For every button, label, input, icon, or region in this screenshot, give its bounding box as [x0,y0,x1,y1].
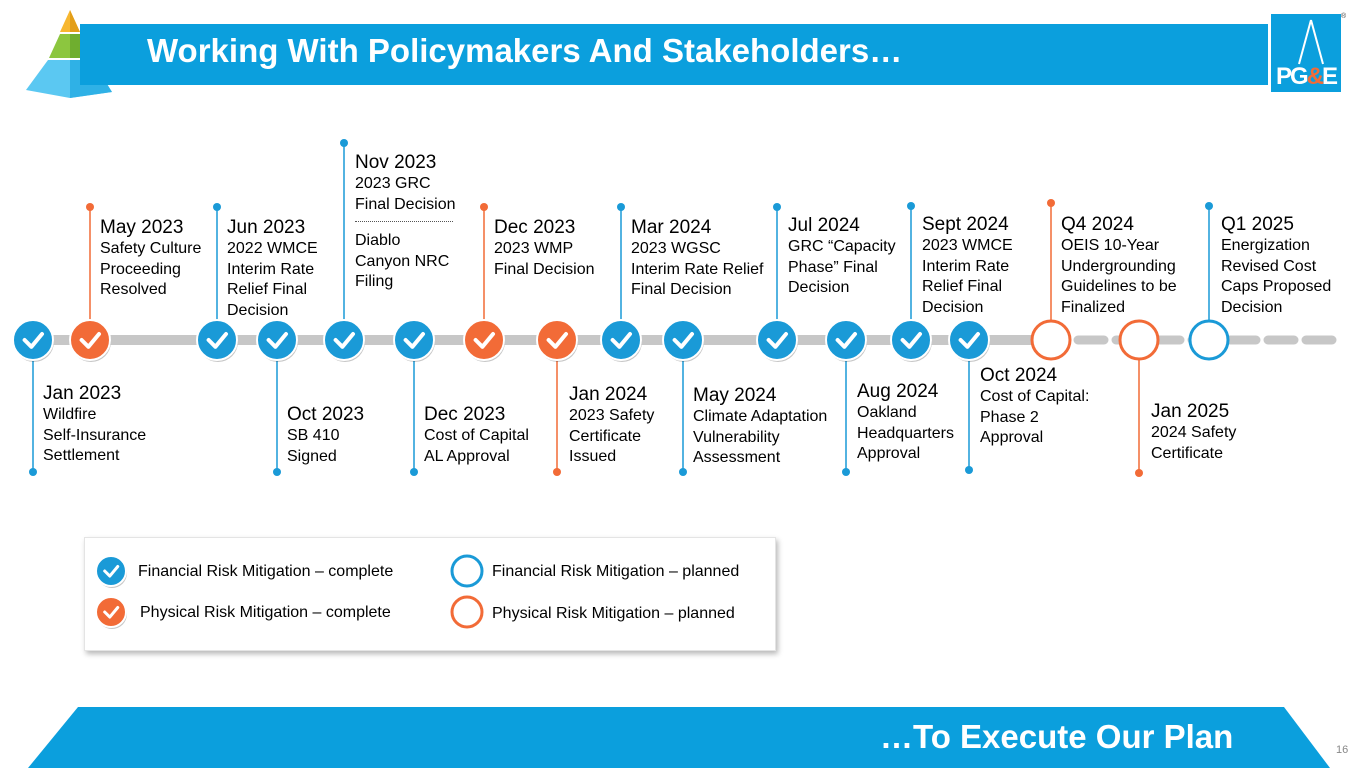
milestone-date: Mar 2024 [631,217,712,238]
legend-financial-complete: Financial Risk Mitigation – complete [138,563,394,580]
legend-physical-planned: Physical Risk Mitigation – planned [492,605,735,622]
milestone-date: May 2024 [693,385,777,406]
milestone-text: Proceeding [100,260,181,278]
milestone-text: Signed [287,447,337,465]
milestone-text: 2023 Safety [569,407,655,424]
milestone-text: Final Decision [355,195,456,213]
milestone-text: Vulnerability [693,428,780,446]
milestone-text: Interim Rate [922,257,1010,275]
milestone-text: GRC “Capacity [788,238,896,255]
milestone-text: Settlement [43,447,120,464]
milestone-text: 2023 WGSC [631,240,721,257]
milestone-text: AL Approval [424,447,510,465]
milestone-text: Relief Final [227,281,308,298]
milestone-text: Canyon NRC [355,252,450,270]
page-number: 16 [1336,744,1349,756]
milestone-text: Energization [1221,237,1310,254]
milestone-text: 2023 WMCE [922,237,1013,254]
milestone-text: SB 410 [287,427,340,444]
milestone-date: Q1 2025 [1221,214,1294,235]
milestone-text: Revised Cost [1221,257,1317,275]
milestone-text: Decision [227,301,289,319]
footer-tagline: …To Execute Our Plan [880,718,1234,755]
milestone-text: Wildfire [43,406,97,423]
milestone-text: Final Decision [631,281,732,298]
milestone-text: Interim Rate [227,260,315,278]
milestone-text: Undergrounding [1061,257,1176,275]
milestone-date: May 2023 [100,217,184,238]
milestone-text: Resolved [100,281,167,298]
milestone-date: Jan 2024 [569,384,648,405]
milestone-text: Relief Final [922,278,1003,295]
milestone-text: OEIS 10-Year [1061,237,1160,254]
milestone-text: Phase” Final [788,258,878,276]
milestone-text: Cost of Capital [424,427,529,444]
milestone-text: Self-Insurance [43,426,147,444]
page-title: Working With Policymakers And Stakeholders… [147,32,903,69]
milestone-date: Jan 2025 [1151,401,1230,422]
milestone-date: Sept 2024 [922,214,1009,235]
milestone-text: Climate Adaptation [693,408,828,425]
milestone-text: 2023 WMP [494,240,574,257]
milestone-date: Jan 2023 [43,383,122,404]
milestone-date: Dec 2023 [424,404,506,425]
milestone-text: Assessment [693,449,781,466]
milestone-text: Certificate [569,427,642,445]
milestone-text: Caps Proposed [1221,278,1332,295]
milestone-text: Approval [980,429,1044,446]
milestone-text: Approval [857,445,921,462]
milestone-text: Certificate [1151,444,1224,462]
milestone-text: Decision [788,279,850,296]
milestone-date: Aug 2024 [857,381,939,402]
milestone-text: 2023 GRC [355,175,431,192]
milestone-text: Phase 2 [980,408,1039,426]
milestone-date: Q4 2024 [1061,214,1134,235]
milestone-text: Guidelines to be [1061,278,1177,295]
milestone-date: Oct 2024 [980,365,1058,386]
legend-physical-complete: Physical Risk Mitigation – complete [140,604,391,621]
milestone-text: 2022 WMCE [227,240,318,257]
milestone-text: Decision [922,298,984,316]
milestone-text: Final Decision [494,260,595,278]
milestone-text: Finalized [1061,298,1126,316]
milestone-date: Jul 2024 [788,215,860,236]
milestone-text: Filing [355,273,394,290]
registered-mark: ® [1341,13,1347,20]
milestone-text: Safety Culture [100,240,202,257]
milestone-date: Oct 2023 [287,404,365,425]
milestone-date: Dec 2023 [494,217,576,238]
milestone-text: Decision [1221,298,1283,316]
legend-financial-planned: Financial Risk Mitigation – planned [492,563,740,580]
milestone-date: Jun 2023 [227,217,306,238]
milestone-text: Diablo [355,232,401,249]
logo-wordmark: PG&E [1275,63,1337,90]
milestone-text: Headquarters [857,424,954,442]
milestone-text: Oakland [857,404,917,421]
milestone-text: 2024 Safety [1151,424,1237,441]
milestone-text: Interim Rate Relief [631,260,764,278]
milestone-date: Nov 2023 [355,152,437,173]
milestone-text: Cost of Capital: [980,388,1090,405]
milestone-text: Issued [569,448,617,465]
